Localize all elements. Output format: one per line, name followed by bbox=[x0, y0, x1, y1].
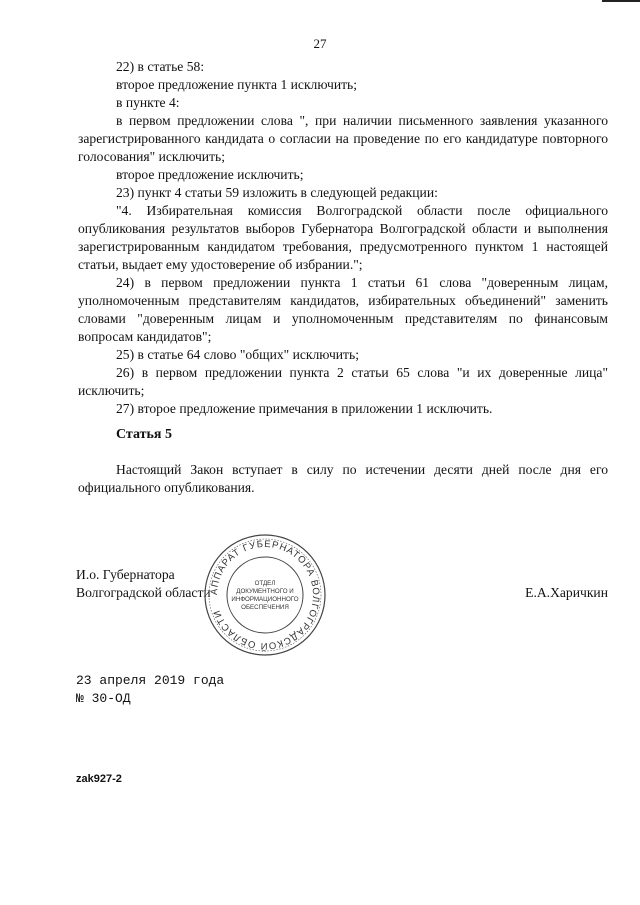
article-title: Статья 5 bbox=[116, 427, 172, 442]
signature-name: Е.А.Харичкин bbox=[525, 585, 608, 600]
amendments-list bbox=[78, 58, 608, 418]
amendment-paragraph: 23) пункт 4 статьи 59 изложить в следующей редакции: bbox=[116, 185, 438, 200]
amendment-paragraph: 26) в первом предложении пункта 2 статьи 65 слова "и их доверенные лица" исключить; bbox=[78, 365, 608, 398]
amendment-paragraph: второе предложение исключить; bbox=[116, 167, 304, 182]
official-stamp bbox=[200, 530, 330, 660]
amendment-paragraph: 27) второе предложение примечания в приложении 1 исключить. bbox=[116, 401, 493, 416]
final-paragraph-text: Настоящий Закон вступает в силу по истечении десяти дней после дня его официального опубликования. bbox=[78, 462, 608, 495]
date-line: 23 апреля 2019 года bbox=[76, 673, 225, 688]
stamp-center-line-1: ОТДЕЛ bbox=[254, 580, 276, 587]
signature-role-line2: Волгоградской области bbox=[76, 585, 211, 600]
amendment-paragraph: в первом предложении слова ", при наличии письменного заявления указанного зарегистрированного кандидата о согласии на проведение по его кандидатуре повторного голосования" исключить; bbox=[78, 113, 608, 164]
signature-role-line1: И.о. Губернатора bbox=[76, 567, 175, 582]
final-paragraph bbox=[78, 461, 608, 497]
document-code: zak927-2 bbox=[76, 773, 122, 785]
amendment-paragraph: 24) в первом предложении пункта 1 статьи 61 слова "доверенным лицам, уполномоченным представителям кандидатов, избирательных объединений" заменить словами "доверенным лицам и уполномоченным представителям по финансовым вопросам кандидатов"; bbox=[78, 275, 608, 344]
amendment-paragraph: второе предложение пункта 1 исключить; bbox=[116, 77, 358, 92]
signature-role bbox=[76, 566, 211, 602]
amendment-paragraph: 25) в статье 64 слово "общих" исключить; bbox=[116, 347, 359, 362]
amendment-paragraph: 22) в статье 58: bbox=[116, 59, 205, 74]
number-line: № 30-ОД bbox=[76, 691, 131, 706]
date-block bbox=[76, 672, 224, 708]
stamp-center-line-2: ДОКУМЕНТНОГО И bbox=[236, 588, 294, 595]
corner-mark bbox=[602, 0, 640, 2]
amendment-paragraph: "4. Избирательная комиссия Волгоградской области после официального опубликования результатов выборов Губернатора Волгоградской области и выполнения зарегистрированным кандидатом требования, предусмотренного пунктом 1 настоящей статьи, выдает ему удостоверение об избрании."; bbox=[78, 203, 608, 272]
page-number: 27 bbox=[313, 36, 327, 51]
stamp-seal bbox=[200, 530, 330, 660]
stamp-ring-text: АППАРАТ ГУБЕРНАТОРА ВОЛГОГРАДСКОЙ ОБЛАСТИ bbox=[208, 538, 322, 652]
stamp-center-line-3: ИНФОРМАЦИОННОГО bbox=[231, 596, 299, 603]
amendment-paragraph: в пункте 4: bbox=[116, 95, 180, 110]
stamp-center-line-4: ОБЕСПЕЧЕНИЯ bbox=[241, 604, 289, 611]
